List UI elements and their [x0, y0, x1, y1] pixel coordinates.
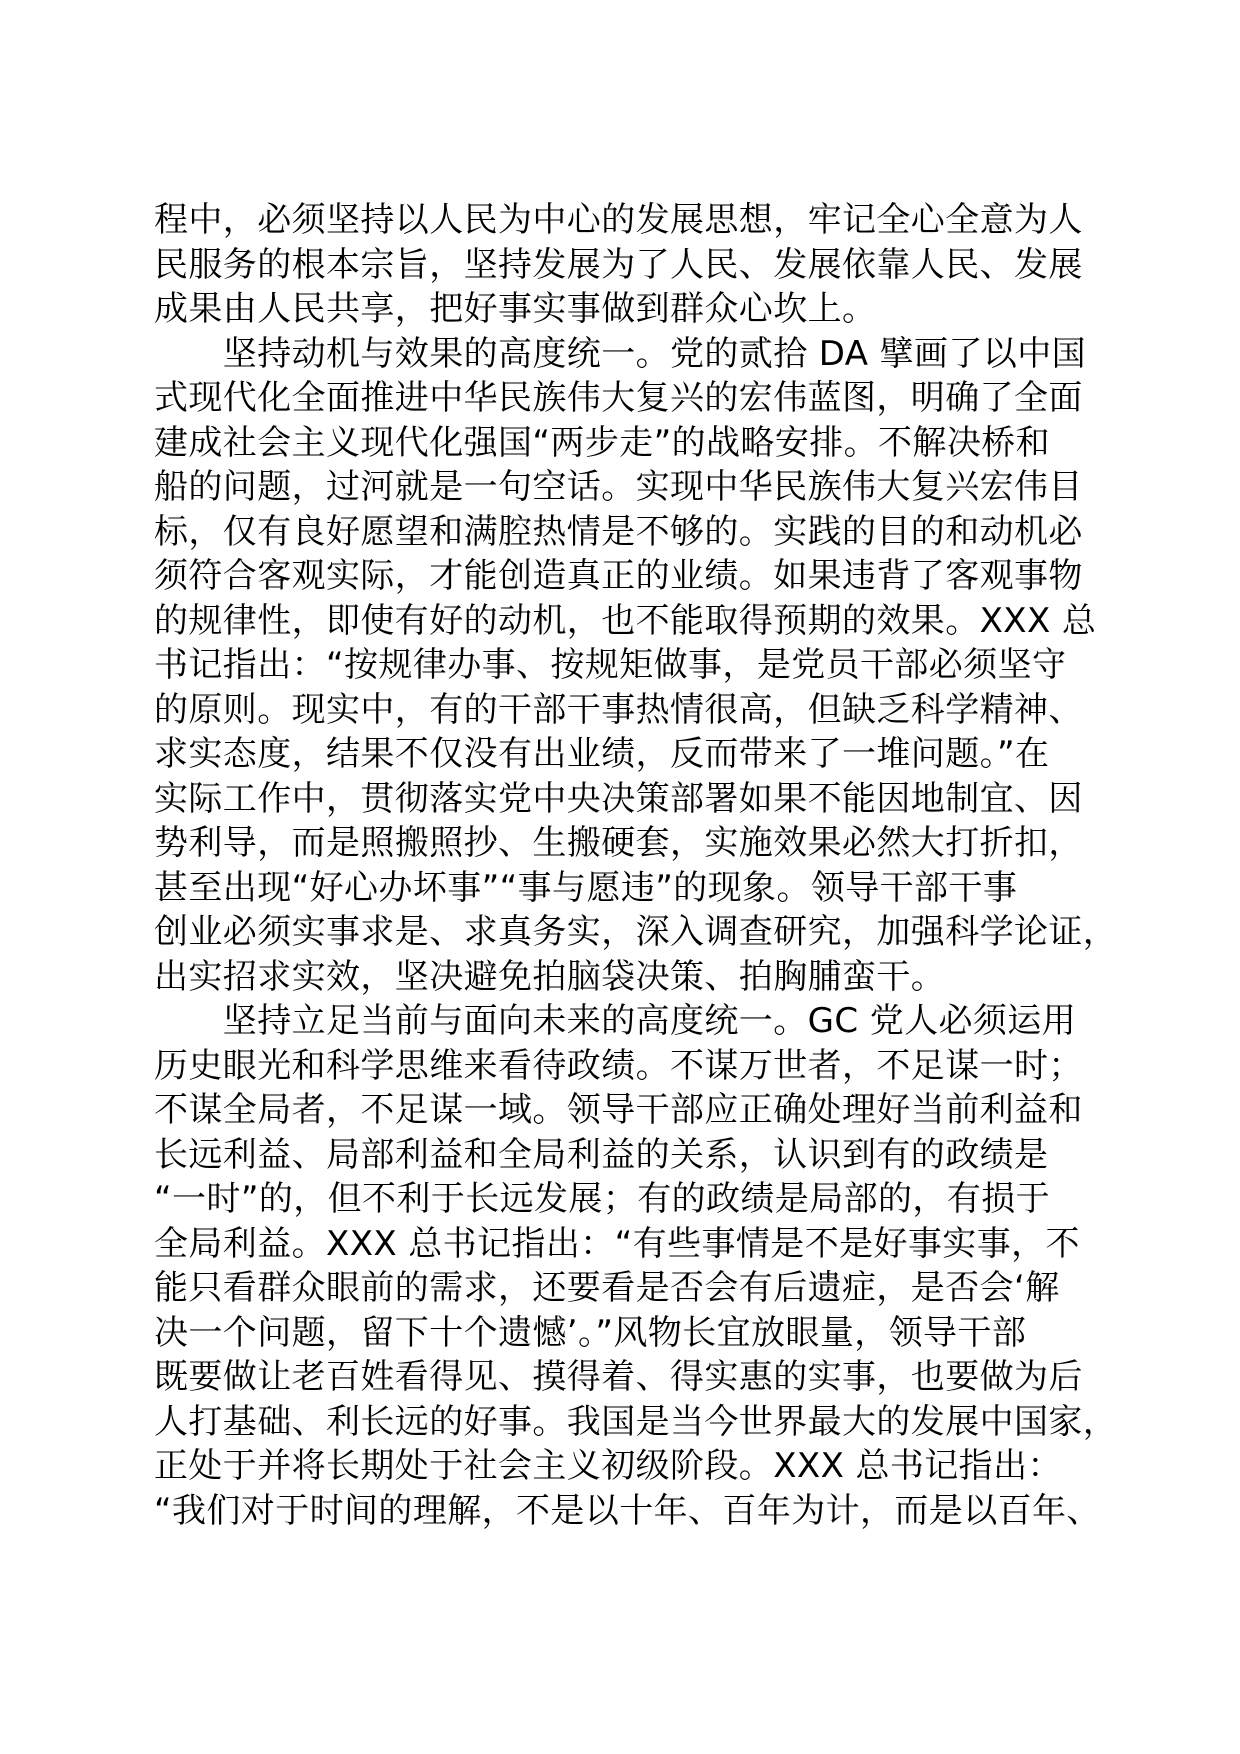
text-line: 坚持动机与效果的高度统一。党的贰拾 DA 擘画了以中国	[154, 333, 1087, 374]
text-line: 书记指出：“按规律办事、按规矩做事，是党员干部必须坚守	[154, 645, 1067, 685]
text-line: 出实招求实效，坚决避免拍脑袋决策、拍胸脯蛮干。	[154, 956, 946, 997]
text-line: 人打基础、利长远的好事。我国是当今世界最大的发展中国家，	[154, 1401, 1118, 1442]
text-line: “一时”的，但不利于长远发展；有的政绩是局部的，有损于	[154, 1179, 1051, 1219]
text-line: 甚至出现“好心办坏事”“事与愿违”的现象。领导干部干事	[154, 867, 1018, 908]
text-line: 创业必须实事求是、求真务实，深入调查研究，加强科学论证，	[154, 912, 1118, 952]
text-line: 长远利益、局部利益和全局利益的关系，认识到有的政绩是	[154, 1134, 1049, 1175]
body-text	[154, 198, 1118, 1533]
text-line: 实际工作中，贯彻落实党中央决策部署如果不能因地制宜、因	[154, 778, 1083, 819]
text-line: 坚持立足当前与面向未来的高度统一。GC 党人必须运用	[154, 1001, 1077, 1041]
text-line: “我们对于时间的理解，不是以十年、百年为计，而是以百年、	[154, 1490, 1101, 1531]
text-line: 势利导，而是照搬照抄、生搬硬套，实施效果必然大打折扣，	[154, 823, 1083, 863]
text-line: 式现代化全面推进中华民族伟大复兴的宏伟蓝图，明确了全面	[154, 378, 1083, 418]
text-line: 的原则。现实中，有的干部干事热情很高，但缺乏科学精神、	[154, 689, 1083, 730]
text-line: 程中，必须坚持以人民为中心的发展思想，牢记全心全意为人	[154, 200, 1083, 240]
text-line: 的规律性，即使有好的动机，也不能取得预期的效果。XXX 总	[154, 600, 1097, 641]
text-line: 标，仅有良好愿望和满腔热情是不够的。实践的目的和动机必	[154, 511, 1083, 552]
text-line: 民服务的根本宗旨，坚持发展为了人民、发展依靠人民、发展	[154, 244, 1083, 285]
text-line: 正处于并将长期处于社会主义初级阶段。XXX 总书记指出：	[154, 1446, 1062, 1486]
text-line: 成果由人民共享，把好事实事做到群众心坎上。	[154, 289, 877, 329]
text-line: 求实态度，结果不仅没有出业绩，反而带来了一堆问题。”在	[154, 734, 1050, 774]
text-line: 能只看群众眼前的需求，还要看是否会有后遗症，是否会‘解	[154, 1268, 1060, 1308]
text-line: 船的问题，过河就是一句空话。实现中华民族伟大复兴宏伟目	[154, 467, 1083, 507]
text-line: 建成社会主义现代化强国“两步走”的战略安排。不解决桥和	[154, 422, 1051, 463]
text-line: 历史眼光和科学思维来看待政绩。不谋万世者，不足谋一时；	[154, 1045, 1083, 1086]
text-line: 既要做让老百姓看得见、摸得着、得实惠的实事，也要做为后	[154, 1357, 1083, 1397]
text-line: 须符合客观实际，才能创造真正的业绩。如果违背了客观事物	[154, 556, 1083, 596]
text-line: 决一个问题，留下十个遗憾’。”风物长宜放眼量，领导干部	[154, 1312, 1027, 1353]
text-line: 全局利益。XXX 总书记指出：“有些事情是不是好事实事，不	[154, 1223, 1080, 1264]
text-line: 不谋全局者，不足谋一域。领导干部应正确处理好当前利益和	[154, 1090, 1083, 1130]
